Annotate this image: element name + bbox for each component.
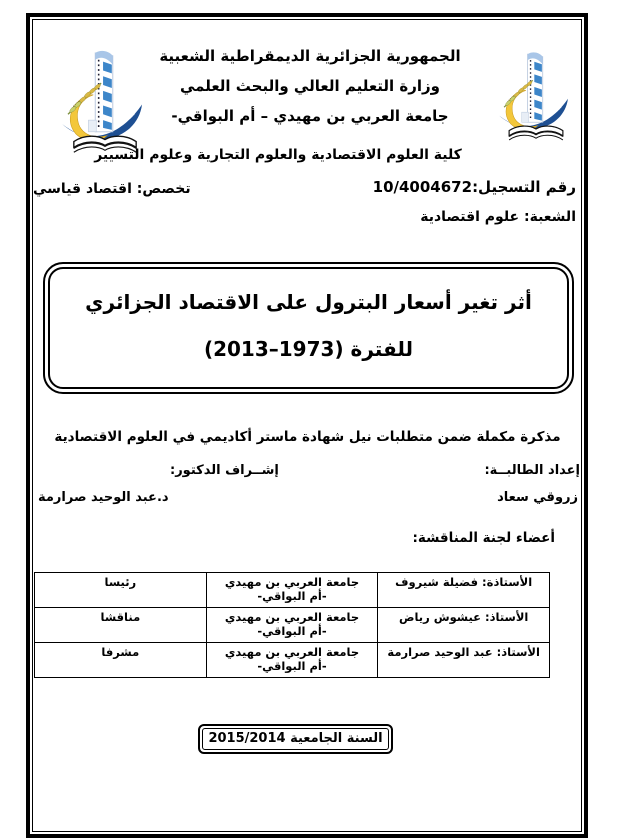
registration-number: رقم التسجيل:10/4004672 (372, 178, 576, 196)
university-line1: جامعة العربي بن مهيدي (224, 645, 360, 659)
specialty: تخصص: اقتصاد قياسي (33, 181, 191, 197)
university-line1: جامعة العربي بن مهيدي (224, 610, 360, 624)
student-label: إعداد الطالبــة: (484, 463, 580, 478)
university-cell (206, 643, 378, 678)
table-row (35, 573, 550, 608)
table-row (35, 643, 550, 678)
academic-year-box (198, 724, 393, 754)
university-line2: -أم البواقي- (257, 624, 327, 638)
role-cell: رئيسا (35, 573, 207, 608)
supervisor-label: إشــراف الدكتور: (170, 463, 279, 478)
university-line2: -أم البواقي- (257, 659, 327, 673)
university-line1: جامعة العربي بن مهيدي (224, 575, 360, 589)
university-name: جامعة العربي بن مهيدي – أم البواقي- (171, 107, 449, 125)
committee-heading: أعضاء لجنة المناقشة: (412, 530, 555, 546)
ministry-name: وزارة التعليم العالي والبحث العلمي (179, 77, 441, 95)
university-logo-left (55, 50, 155, 162)
role-cell: مشرفا (35, 643, 207, 678)
member-name-cell: الأستاذ: عيشوش رياض (378, 608, 550, 643)
branch: الشعبة: علوم اقتصادية (420, 209, 576, 225)
member-name-cell: الأستاذ: عبد الوحيد صرارمة (378, 643, 550, 678)
university-cell (206, 573, 378, 608)
republic-name: الجمهورية الجزائرية الديمقراطية الشعبية (159, 47, 461, 65)
thesis-title-line2: للفترة (1973–2013) (203, 337, 414, 361)
thesis-title-line1: أثر تغير أسعار البترول على الاقتصاد الجزائري (85, 290, 532, 314)
student-name: زروقي سعاد (497, 490, 578, 505)
committee-table (34, 572, 550, 678)
academic-year-text: السنة الجامعية 2015/2014 (202, 728, 389, 750)
university-line2: -أم البواقي- (257, 589, 327, 603)
faculty-name: كلية العلوم الاقتصادية والعلوم التجارية وعلوم التسيير (94, 147, 462, 163)
thesis-title-box (43, 262, 574, 394)
thesis-title-box-inner (48, 267, 569, 389)
university-cell (206, 608, 378, 643)
table-row (35, 608, 550, 643)
supervisor-name: د.عبد الوحيد صرارمة (38, 490, 169, 505)
memo-description: مذكرة مكملة ضمن متطلبات نيل شهادة ماستر أكاديمي في العلوم الاقتصادية (54, 429, 561, 445)
member-name-cell: الأستاذة: فضيلة شيروف (378, 573, 550, 608)
role-cell: مناقشا (35, 608, 207, 643)
